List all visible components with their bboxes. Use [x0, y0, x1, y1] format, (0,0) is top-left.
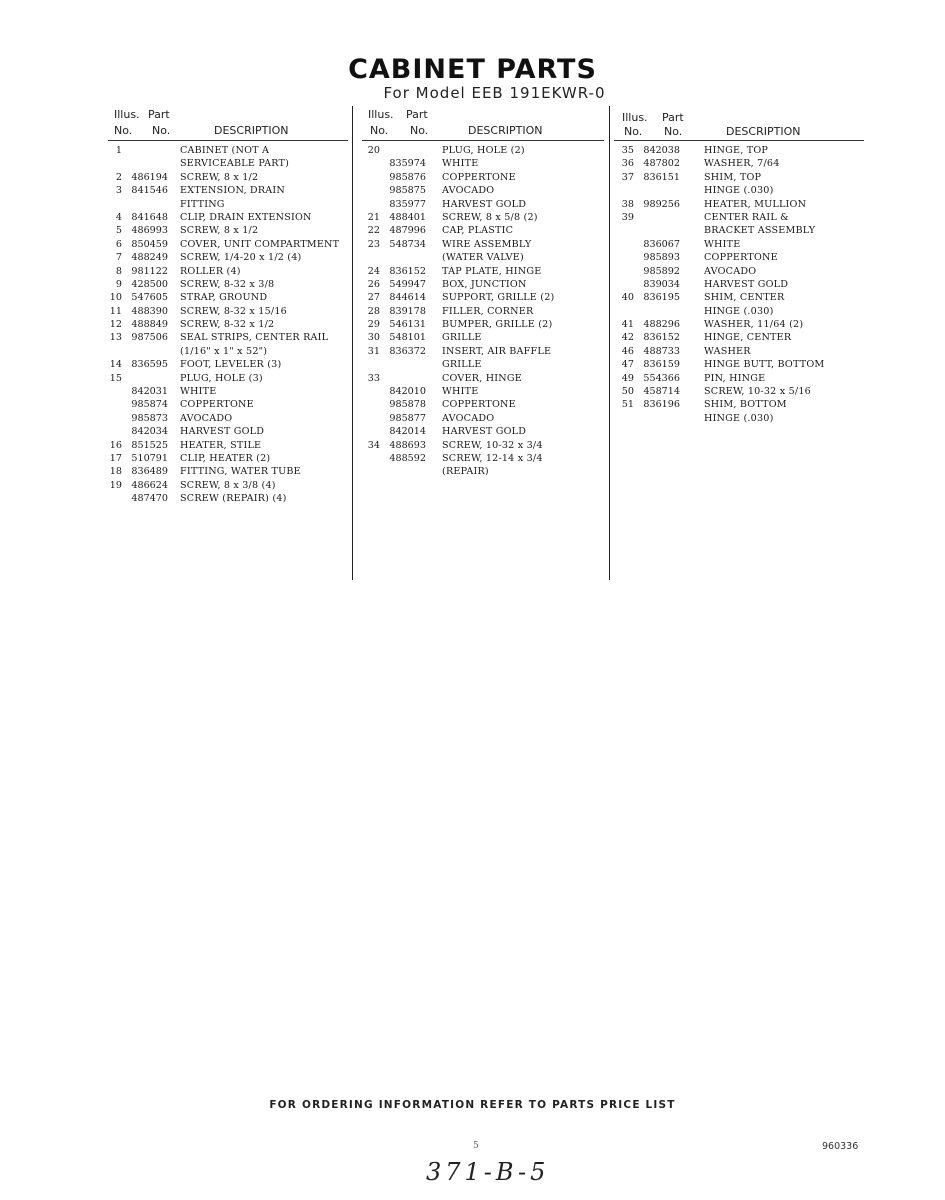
part-number: 851525: [131, 439, 168, 451]
illus-number: 7: [115, 252, 122, 264]
illus-number: 4: [115, 211, 122, 223]
header-illus: Illus.: [622, 111, 648, 124]
part-number: 985875: [389, 185, 426, 197]
illus-number: 16: [109, 439, 122, 451]
part-description: SCREW, 10-32 x 5/16: [704, 386, 811, 398]
part-description: PLUG, HOLE (3): [180, 372, 263, 384]
part-description: WASHER: [704, 345, 751, 357]
part-number: 841546: [131, 185, 168, 197]
illus-number: 30: [367, 332, 380, 344]
illus-number: 21: [367, 211, 380, 223]
header-rule: [362, 140, 604, 141]
illus-number: 50: [621, 386, 634, 398]
part-description: HARVEST GOLD: [704, 278, 789, 290]
part-number: 989256: [643, 198, 680, 210]
part-description: HINGE, TOP: [704, 145, 769, 156]
header-no2: No.: [410, 124, 429, 137]
part-number: 487470: [131, 493, 168, 505]
header-no: No.: [114, 124, 133, 137]
part-description: SCREW, 1/4-20 x 1/2 (4): [180, 252, 302, 264]
column-header: [614, 108, 864, 142]
part-description: PLUG, HOLE (2): [442, 145, 525, 156]
part-number: 836372: [389, 345, 426, 357]
part-number: 488390: [131, 305, 168, 317]
part-description: PIN, HINGE: [704, 372, 766, 384]
part-number: 839178: [389, 305, 426, 317]
illus-number: 9: [115, 278, 122, 290]
header-rule: [614, 140, 864, 141]
part-description: INSERT, AIR BAFFLE: [442, 345, 552, 357]
header-illus: Illus.: [368, 108, 394, 121]
part-description: SCREW (REPAIR) (4): [180, 493, 287, 505]
part-description: SHIM, CENTER: [704, 292, 785, 304]
illus-number: 47: [621, 359, 634, 371]
part-description: TAP PLATE, HINGE: [442, 265, 542, 277]
part-number: 546131: [389, 319, 426, 331]
illus-number: 11: [109, 305, 122, 317]
part-number: 842038: [643, 145, 680, 156]
part-number: 835974: [389, 158, 426, 170]
part-description: COVER, HINGE: [442, 372, 522, 384]
part-number: 487996: [389, 225, 426, 237]
part-number: 554366: [643, 372, 680, 384]
part-description: HEATER, STILE: [180, 439, 262, 451]
part-number: 836152: [643, 332, 680, 344]
illus-number: 39: [621, 211, 634, 223]
part-description: HINGE, CENTER: [704, 332, 792, 344]
part-description: FOOT, LEVELER (3): [180, 359, 282, 371]
part-description: WHITE: [704, 238, 741, 250]
illus-number: 14: [109, 359, 122, 371]
illus-number: 2: [115, 171, 122, 183]
part-number: 836489: [131, 466, 168, 478]
header-description: DESCRIPTION: [468, 124, 543, 137]
part-number: 486624: [131, 479, 168, 491]
part-number: 836595: [131, 359, 168, 371]
part-description: HARVEST GOLD: [442, 198, 527, 210]
column-divider: [352, 106, 353, 580]
part-description: AVOCADO: [442, 412, 495, 424]
header-description: DESCRIPTION: [214, 124, 289, 137]
part-description: FILLER, CORNER: [442, 305, 534, 317]
part-description: CLIP, DRAIN EXTENSION: [180, 211, 312, 223]
parts-column-1: [108, 108, 348, 505]
illus-number: 17: [109, 452, 122, 464]
part-description: WHITE: [180, 386, 217, 398]
illus-number: 10: [109, 292, 122, 304]
part-number: 488249: [131, 252, 168, 264]
part-description: SCREW, 8-32 x 1/2: [180, 319, 275, 331]
part-number: 985878: [389, 399, 426, 411]
part-description: (WATER VALVE): [442, 252, 524, 264]
part-number: 844614: [389, 292, 426, 304]
part-description: SHIM, TOP: [704, 171, 762, 183]
part-number: 985892: [643, 265, 680, 277]
part-number: 841648: [131, 211, 168, 223]
part-description: EXTENSION, DRAIN: [180, 185, 285, 197]
page-marker: 5: [473, 1141, 479, 1151]
part-number: 839034: [643, 278, 680, 290]
part-number: 488296: [643, 319, 680, 331]
illus-number: 23: [367, 238, 380, 250]
part-description: HARVEST GOLD: [180, 426, 265, 438]
header-rule: [108, 140, 348, 141]
part-description: BOX, JUNCTION: [442, 278, 527, 290]
part-description: AVOCADO: [442, 185, 495, 197]
part-number: 836151: [643, 171, 680, 183]
part-description: WASHER, 7/64: [704, 158, 780, 170]
part-number: 836195: [643, 292, 680, 304]
illus-number: 3: [115, 185, 122, 197]
part-description: CENTER RAIL &: [704, 211, 789, 223]
parts-column-3: [614, 108, 864, 424]
part-description: SCREW, 12-14 x 3/4: [442, 452, 543, 464]
part-number: 985873: [131, 412, 168, 424]
part-description: SERVICEABLE PART): [180, 158, 290, 170]
part-description: HINGE (.030): [704, 305, 774, 317]
part-description: SCREW, 8 x 5/8 (2): [442, 211, 538, 223]
part-description: SCREW, 10-32 x 3/4: [442, 439, 543, 451]
part-number: 458714: [643, 386, 680, 398]
illus-number: 36: [621, 158, 634, 170]
part-number: 842014: [389, 426, 426, 438]
illus-number: 31: [367, 345, 380, 357]
illus-number: 5: [115, 225, 122, 237]
part-description: SCREW, 8 x 1/2: [180, 171, 259, 183]
part-description: SCREW, 8-32 x 3/8: [180, 278, 275, 290]
part-number: 428500: [131, 278, 168, 290]
column-divider: [609, 106, 610, 580]
illus-number: 46: [621, 345, 634, 357]
part-description: WIRE ASSEMBLY: [442, 238, 532, 250]
part-description: GRILLE: [442, 359, 482, 371]
illus-number: 37: [621, 171, 634, 183]
part-description: (1/16" x 1" x 52"): [180, 345, 268, 357]
illus-number: 26: [367, 278, 380, 290]
part-number: 548734: [389, 238, 426, 250]
part-description: WHITE: [442, 158, 479, 170]
part-description: CABINET (NOT A: [180, 145, 270, 156]
part-description: FITTING: [180, 198, 225, 210]
header-part: Part: [406, 108, 428, 121]
part-number: 842031: [131, 386, 168, 398]
illus-number: 41: [621, 319, 634, 331]
part-description: SUPPORT, GRILLE (2): [442, 292, 555, 304]
illus-number: 35: [621, 145, 634, 156]
part-description: COVER, UNIT COMPARTMENT: [180, 238, 340, 250]
part-number: 548101: [389, 332, 426, 344]
header-part: Part: [662, 111, 684, 124]
illus-number: 18: [109, 466, 122, 478]
part-number: 486993: [131, 225, 168, 237]
part-description: CLIP, HEATER (2): [180, 452, 271, 464]
part-description: COPPERTONE: [442, 171, 516, 183]
illus-number: 33: [367, 372, 380, 384]
part-number: 836152: [389, 265, 426, 277]
part-description: CAP, PLASTIC: [442, 225, 514, 237]
part-number: 850459: [131, 238, 168, 250]
part-description: STRAP, GROUND: [180, 292, 268, 304]
column-header: [108, 108, 348, 142]
part-number: 835977: [389, 198, 426, 210]
part-number: 836067: [643, 238, 680, 250]
part-number: 985877: [389, 412, 426, 424]
part-description: (REPAIR): [442, 466, 489, 478]
part-description: BRACKET ASSEMBLY: [704, 225, 816, 237]
illus-number: 38: [621, 198, 634, 210]
illus-number: 1: [115, 145, 122, 156]
part-description: COPPERTONE: [180, 399, 254, 411]
part-description: GRILLE: [442, 332, 482, 344]
illus-number: 42: [621, 332, 634, 344]
illus-number: 27: [367, 292, 380, 304]
part-number: 488733: [643, 345, 680, 357]
part-description: WHITE: [442, 386, 479, 398]
part-description: ROLLER (4): [180, 265, 241, 277]
part-number: 985876: [389, 171, 426, 183]
part-description: SEAL STRIPS, CENTER RAIL: [180, 332, 329, 344]
part-number: 488592: [389, 452, 426, 464]
part-description: HINGE BUTT, BOTTOM: [704, 359, 825, 371]
illus-number: 12: [109, 319, 122, 331]
illus-number: 22: [367, 225, 380, 237]
header-no2: No.: [664, 125, 683, 138]
part-description: AVOCADO: [180, 412, 233, 424]
part-description: FITTING, WATER TUBE: [180, 466, 301, 478]
part-description: SCREW, 8 x 1/2: [180, 225, 259, 237]
illus-number: 15: [109, 372, 122, 384]
part-number: 488693: [389, 439, 426, 451]
illus-number: 8: [115, 265, 122, 277]
part-description: HINGE (.030): [704, 412, 774, 424]
part-number: 488401: [389, 211, 426, 223]
page-title: CABINET PARTS: [348, 54, 597, 85]
illus-number: 19: [109, 479, 122, 491]
part-number: 547605: [131, 292, 168, 304]
handwritten-note: 371-B-5: [426, 1158, 550, 1186]
illus-number: 6: [115, 238, 122, 250]
part-number: 985893: [643, 252, 680, 264]
illus-number: 28: [367, 305, 380, 317]
part-number: 487802: [643, 158, 680, 170]
illus-number: 13: [109, 332, 122, 344]
ordering-info-footer: FOR ORDERING INFORMATION REFER TO PARTS PRICE LIST: [269, 1099, 676, 1111]
illus-number: 49: [621, 372, 634, 384]
part-number: 842010: [389, 386, 426, 398]
header-part: Part: [148, 108, 170, 121]
illus-number: 29: [367, 319, 380, 331]
part-number: 486194: [131, 171, 168, 183]
part-number: 981122: [131, 265, 168, 277]
part-description: HARVEST GOLD: [442, 426, 527, 438]
column-header: [362, 108, 604, 142]
part-number: 985874: [131, 399, 168, 411]
part-description: COPPERTONE: [442, 399, 516, 411]
header-no: No.: [370, 124, 389, 137]
part-description: COPPERTONE: [704, 252, 778, 264]
part-number: 549947: [389, 278, 426, 290]
header-no: No.: [624, 125, 643, 138]
illus-number: 34: [367, 439, 380, 451]
part-number: 836196: [643, 399, 680, 411]
illus-number: 24: [367, 265, 380, 277]
header-description: DESCRIPTION: [726, 125, 801, 138]
header-illus: Illus.: [114, 108, 140, 121]
parts-column-2: [362, 108, 604, 478]
part-description: SHIM, BOTTOM: [704, 399, 787, 411]
part-description: SCREW, 8-32 x 15/16: [180, 305, 287, 317]
illus-number: 40: [621, 292, 634, 304]
part-description: SCREW, 8 x 3/8 (4): [180, 479, 276, 491]
illus-number: 20: [367, 145, 380, 156]
part-description: WASHER, 11/64 (2): [704, 319, 804, 331]
part-number: 987506: [131, 332, 168, 344]
part-number: 842034: [131, 426, 168, 438]
part-description: AVOCADO: [704, 265, 757, 277]
part-description: HEATER, MULLION: [704, 198, 807, 210]
illus-number: 51: [621, 399, 634, 411]
part-number: 510791: [131, 452, 168, 464]
document-code: 960336: [822, 1141, 859, 1152]
page-subtitle: For Model EEB 191EKWR-0: [383, 84, 606, 102]
header-no2: No.: [152, 124, 171, 137]
part-description: BUMPER, GRILLE (2): [442, 319, 553, 331]
part-number: 488849: [131, 319, 168, 331]
part-number: 836159: [643, 359, 680, 371]
part-description: HINGE (.030): [704, 185, 774, 197]
